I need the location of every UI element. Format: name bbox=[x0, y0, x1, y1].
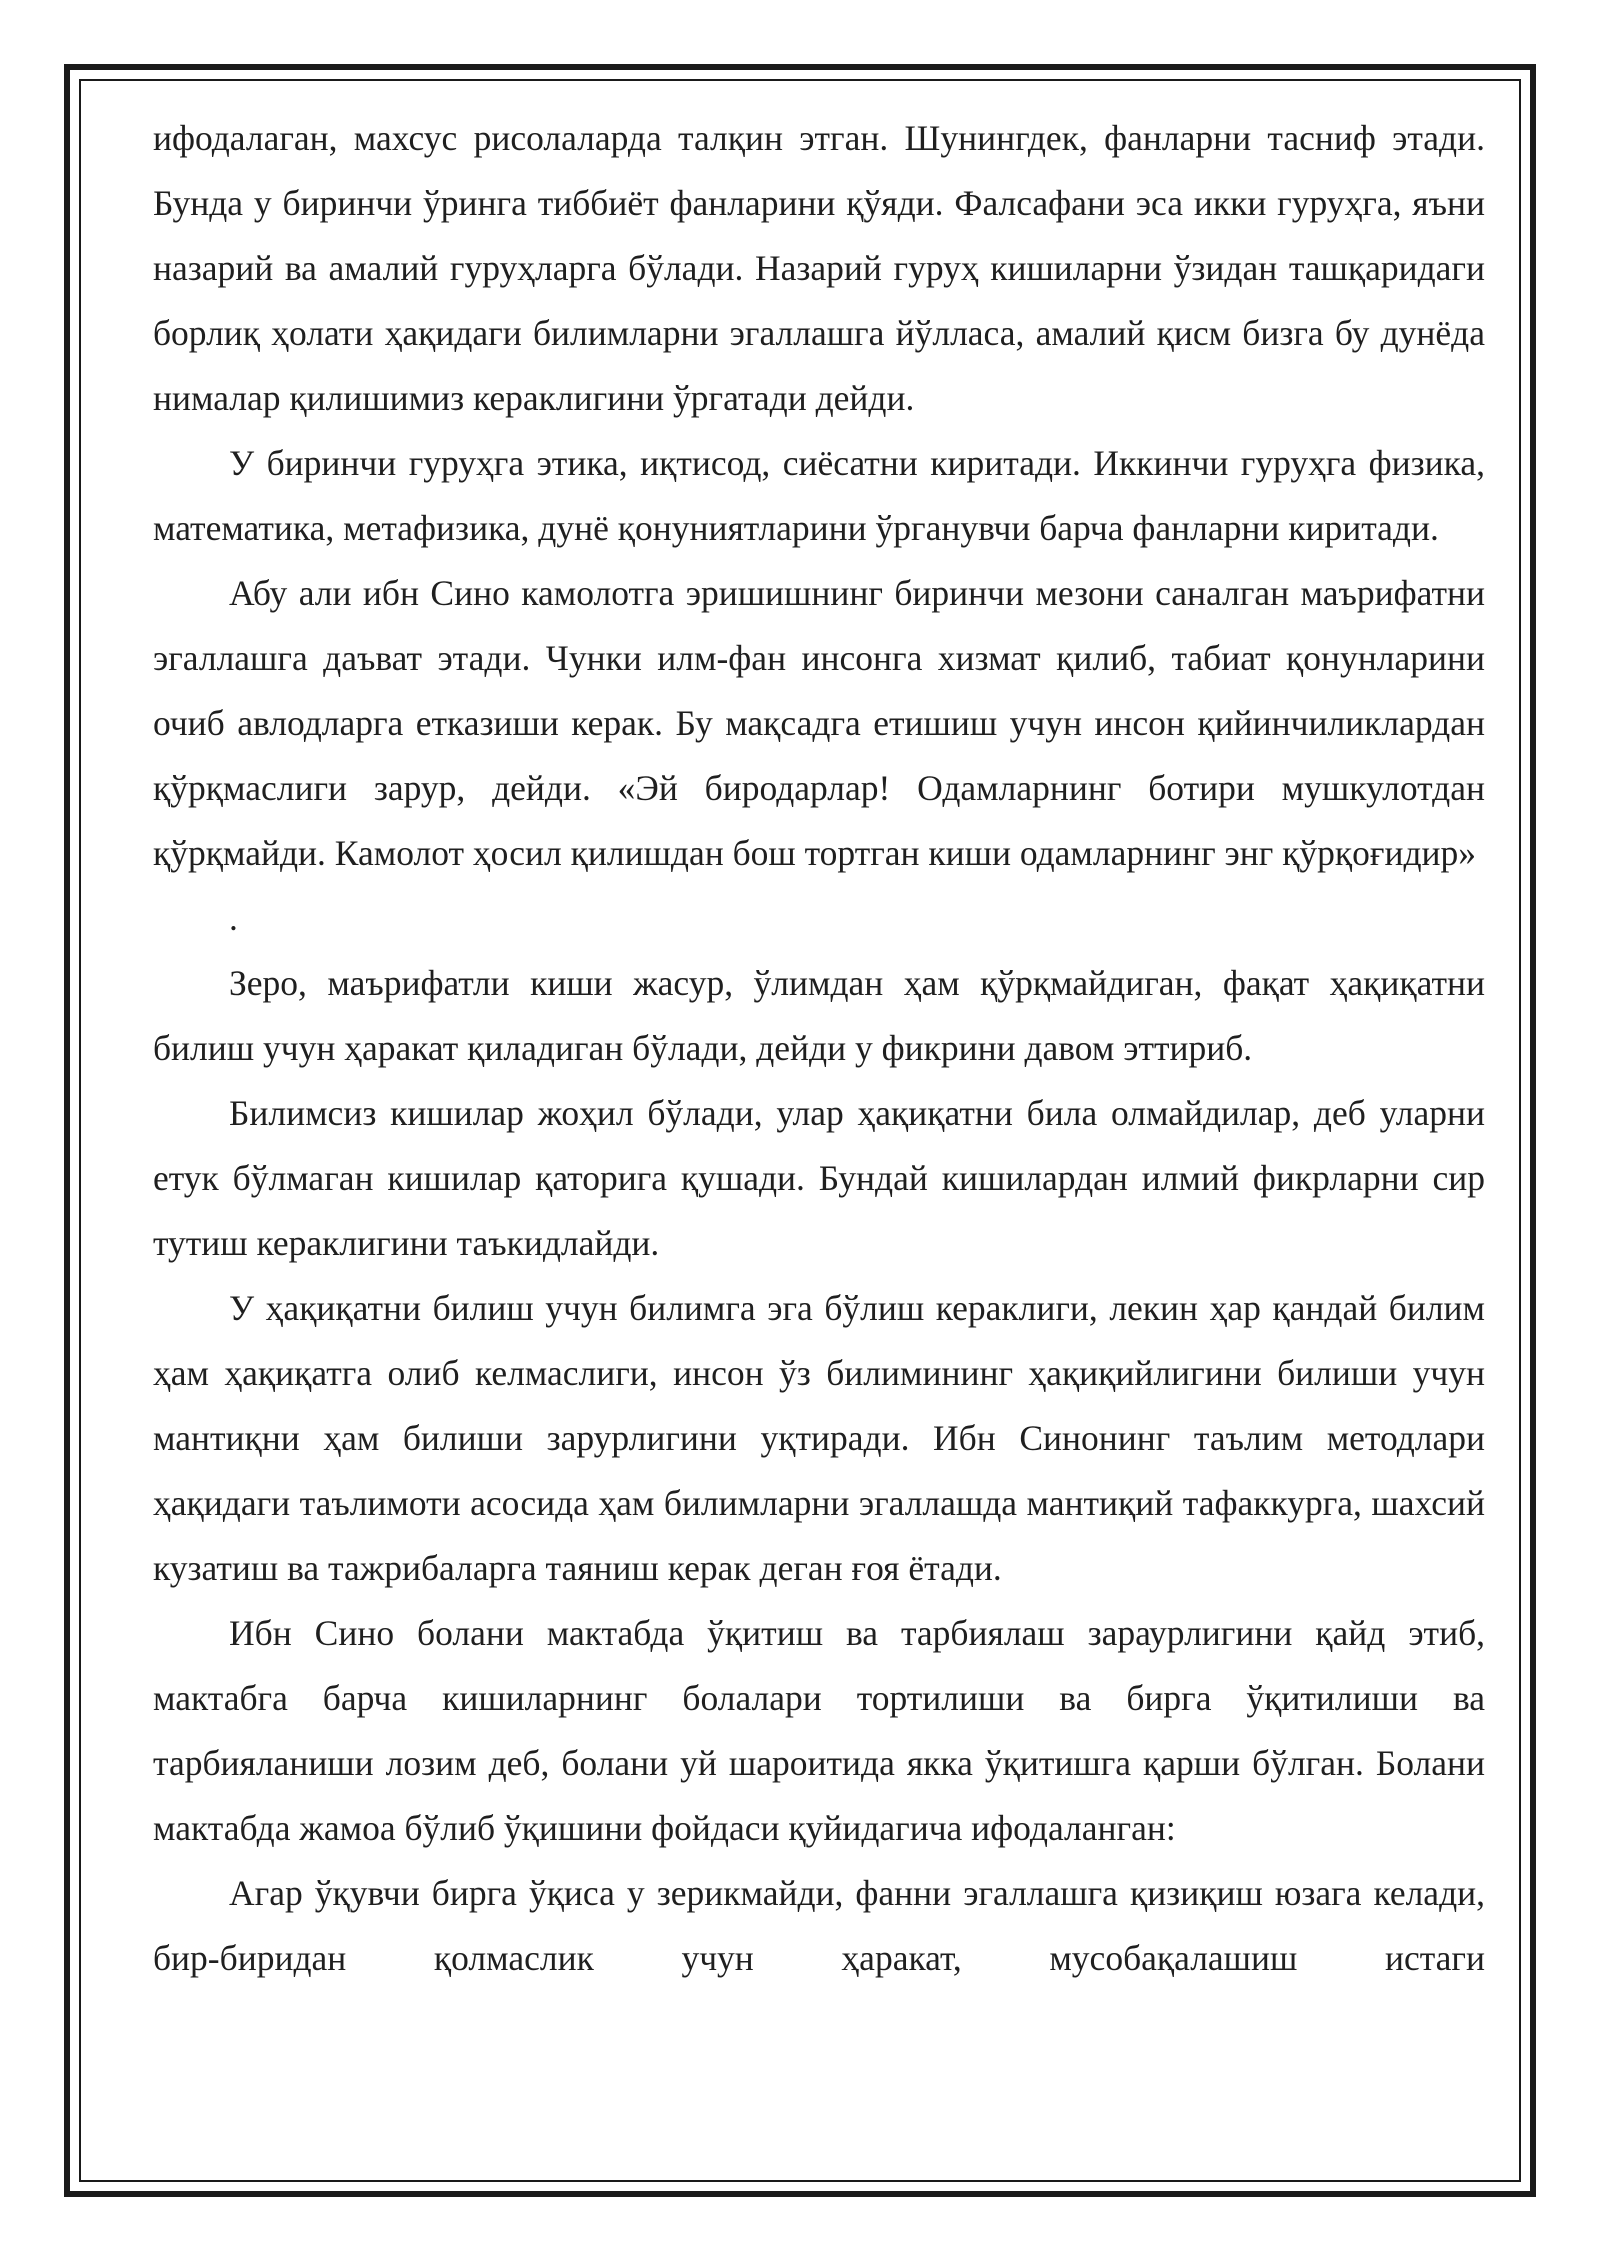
paragraph: Ибн Сино болани мактабда ўқитиш ва тарбиялаш зараурлигини қайд этиб, мактабга барча кишиларнинг болалари тортилиши ва бирга ўқитилиши ва тарбияланиши лозим деб, болани уй шароитида якка ўқитишга қарши бўлган. Болани мактабда жамоа бўлиб ўқишини фойдаси қуйидагича ифодаланган: bbox=[153, 1613, 1485, 1848]
paragraph: Билимсиз кишилар жоҳил бўлади, улар ҳақиқатни била олмайдилар, деб уларни етук бўлмаган кишилар қаторига қушади. Бундай кишилардан илмий фикрларни сир тутиш кераклигини таъкидлайди. bbox=[153, 1093, 1485, 1263]
paragraph: ифодалаган, махсус рисолаларда талқин этган. Шунингдек, фанларни тасниф этади. Бунда у биринчи ўринга тиббиёт фанларини қўяди. Фалсафани эса икки гуруҳга, яъни назарий ва амалий гуруҳларга бўлади. Назарий гуруҳ кишиларни ўзидан ташқаридаги борлиқ ҳолати ҳақидаги билимларни эгаллашга йўлласа, амалий қисм бизга бу дунёда нималар қилишимиз кераклигини ўргатади дейди. bbox=[153, 118, 1485, 418]
paragraph: Абу али ибн Сино камолотга эришишнинг биринчи мезони саналган маърифатни эгаллашга даъват этади. Чунки илм-фан инсонга хизмат қилиб, табиат қонунларини очиб авлодларга етказиши керак. Бу мақсадга етишиш учун инсон қийинчиликлардан қўрқмаслиги зарур, дейди. «Эй биродарлар! Одамларнинг ботири мушкулотдан қўрқмайди. Камолот ҳосил қилишдан бош тортган киши одамларнинг энг қўрқоғидир» bbox=[153, 573, 1485, 873]
paragraph: Зеро, маърифатли киши жасур, ўлимдан ҳам қўрқмайдиган, фақат ҳақиқатни билиш учун ҳаракат қиладиган бўлади, дейди у фикрини давом эттириб. bbox=[153, 963, 1485, 1068]
document-body bbox=[153, 106, 1485, 1991]
stray-period: . bbox=[229, 898, 238, 938]
paragraph-last-truncated: Агар ўқувчи бирга ўқиса у зерикмайди, фанни эгаллашга қизиқиш юзага келади, бир-биридан қолмаслик учун ҳаракат, мусобақалашиш истаги bbox=[153, 1873, 1485, 1978]
paragraph: У ҳақиқатни билиш учун билимга эга бўлиш кераклиги, лекин ҳар қандай билим ҳам ҳақиқатга олиб келмаслиги, инсон ўз билимининг ҳақиқийлигини билиши учун мантиқни ҳам билиши зарурлигини уқтиради. Ибн Синонинг таълим методлари ҳақидаги таълимоти асосида ҳам билимларни эгаллашда мантиқий тафаккурга, шахсий кузатиш ва тажрибаларга таяниш керак деган ғоя ётади. bbox=[153, 1288, 1485, 1588]
paragraph: У биринчи гуруҳга этика, иқтисод, сиёсатни киритади. Иккинчи гуруҳга физика, математика, метафизика, дунё қонуниятларини ўрганувчи барча фанларни киритади. bbox=[153, 443, 1485, 548]
